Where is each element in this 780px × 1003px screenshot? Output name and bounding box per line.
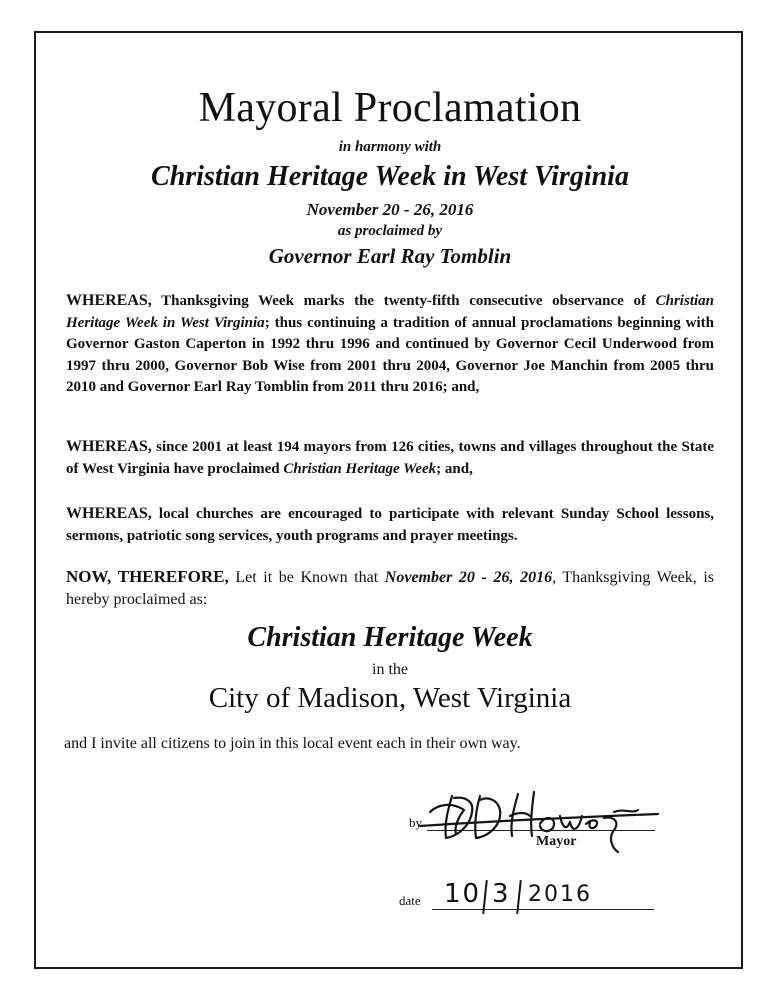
whereas-lead: WHEREAS, [66, 505, 152, 522]
city-name: City of Madison, West Virginia [208, 682, 572, 714]
whereas-lead: WHEREAS, [66, 292, 152, 309]
whereas-lead: WHEREAS, [66, 438, 152, 455]
event-name-italic: Christian Heritage Week in West Virginia [66, 293, 714, 331]
whereas-paragraph-2 [66, 436, 714, 480]
whereas-text: local churches are encouraged to participate with relevant Sunday School lessons, sermons, patriotic song services, youth programs and prayer meetings. [66, 506, 714, 544]
whereas-text: since 2001 at least 194 mayors from 126 cities, towns and villages throughout the State of West Virginia have proclaimed [66, 439, 714, 477]
proclaimed-event-name: Christian Heritage Week [247, 622, 533, 653]
proclaimed-dates-italic: November 20 - 26, 2016 [384, 569, 553, 586]
proclaimed-by-label: as proclaimed by [337, 223, 443, 239]
in-the-label: in the [372, 661, 408, 678]
therefore-lead: NOW, THEREFORE, [66, 567, 229, 586]
invitation-text: and I invite all citizens to join in this local event each in their own way. [64, 735, 521, 752]
whereas-paragraph-3 [66, 503, 714, 547]
in-harmony-subtitle: in harmony with [338, 139, 442, 155]
date-month: 10 [444, 879, 482, 909]
governor-name: Governor Earl Ray Tomblin [268, 244, 512, 268]
whereas-text: Thanksgiving Week marks the twenty-fifth consecutive observance of [151, 293, 656, 309]
date-line [432, 909, 654, 910]
event-heading: Christian Heritage Week in West Virginia [151, 161, 629, 192]
date-day: 3 [492, 879, 511, 909]
therefore-text: Let it be Known that [228, 569, 385, 586]
therefore-paragraph [66, 566, 714, 611]
mayor-signature-image [418, 782, 663, 862]
event-name-italic: Christian Heritage Week [283, 460, 437, 477]
date-label: date [399, 893, 421, 908]
document-title: Mayoral Proclamation [198, 85, 582, 131]
mayor-label: Mayor [536, 834, 577, 849]
whereas-text: ; thus continuing a tradition of annual proclamations beginning with Governor Gaston Caperton in 1992 thru 1996 and continued by Governor Cecil Underwood from 1997 thru 2000, Governor Bob Wise from 2001 thru 2004, Governor Joe Manchin from 2005 thru 2010 and Governor Earl Ray Tomblin from 2011 thru 2016; and, [66, 314, 714, 395]
therefore-text: , Thanksgiving Week, is hereby proclaimed as: [66, 569, 715, 608]
date-year: 2016 [528, 882, 592, 907]
by-label: by [409, 815, 422, 830]
event-dates: November 20 - 26, 2016 [306, 200, 474, 219]
whereas-text: ; and, [436, 460, 473, 477]
whereas-paragraph-1 [66, 290, 714, 399]
